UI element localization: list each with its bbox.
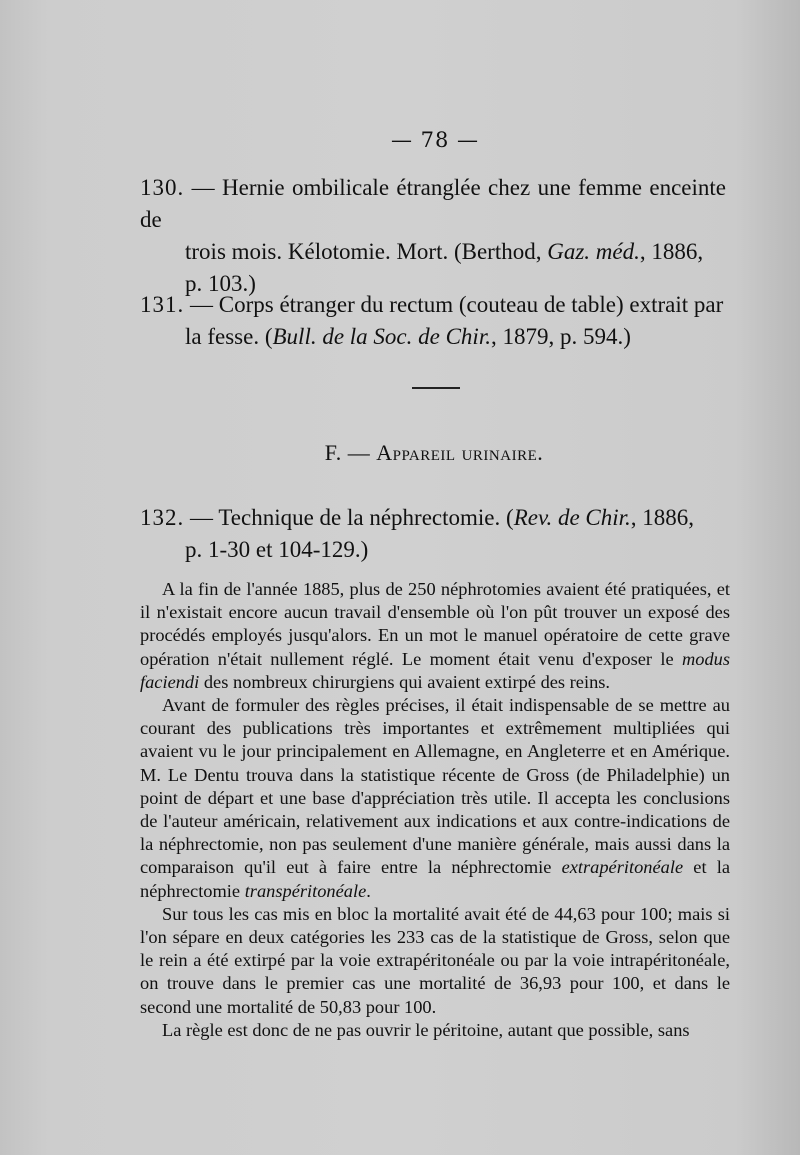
paragraph-3: Sur tous les cas mis en bloc la mortalité avait été de 44,63 pour 100; mais si l'on sépare en deux catégories les 233 cas de la statistique de Gross, selon que le rein a été extirpé par la voie extrapéritonéale ou par la voie intrapéritonéale, on trouve dans le premier cas une mortalité de 36,93 pour 100, et dans le second une mortalité de 50,83 pour 100.	[140, 903, 730, 1017]
entry-text: , 1879, p. 594.)	[490, 324, 631, 349]
paragraph-1	[140, 578, 730, 694]
section-heading	[0, 440, 800, 466]
entry-text: la fesse. (	[185, 324, 273, 349]
page-number: — 78 —	[390, 128, 480, 152]
section-title: Appareil urinaire.	[376, 440, 544, 465]
italic-term: transpéritonéale	[244, 880, 367, 901]
paragraph-2	[140, 694, 730, 903]
paragraph-text: Avant de formuler des règles précises, il était indispensable de se mettre au courant des publications très importantes et extrêmement multipliées qui avaient vu le jour principalement en Allemagne, en Angleterre et en Amérique. M. Le Dentu trouva dans la statistique récente de Gross (de Philadelphie) un point de départ et une base d'appréciation très utile. Il accepta les conclusions de l'auteur américain, relativement aux indications et aux contre-indications de la néphrectomie, non pas seulement d'une manière générale, mais aussi dans la comparaison qu'il eut à faire entre la néphrectomie	[140, 695, 730, 878]
paragraph-text: des nombreux chirurgiens qui avaient extirpé des reins.	[199, 671, 611, 692]
entry-text: , 1886,	[639, 239, 704, 264]
entry-title: — Corps étranger du rectum (couteau de table) extrait par	[184, 292, 724, 317]
section-prefix: F. —	[324, 440, 377, 465]
paragraph-text: .	[366, 880, 371, 901]
bibliography-entry-131	[140, 289, 726, 353]
entry-number: 131.	[140, 292, 185, 317]
bibliography-entry-132	[140, 502, 726, 566]
entry-continuation	[140, 321, 726, 353]
entry-pages: p. 103.)	[185, 271, 256, 296]
section-divider	[412, 387, 460, 389]
body-text	[140, 578, 730, 1042]
entry-title: — Technique de la néphrectomie. (	[184, 505, 514, 530]
bibliography-entry-130	[140, 172, 726, 300]
paragraph-4: La règle est donc de ne pas ouvrir le péritoine, autant que possible, sans	[162, 1019, 690, 1040]
entry-continuation	[140, 236, 726, 268]
entry-number: 130.	[140, 175, 185, 200]
journal-name: Gaz. méd.	[547, 239, 640, 264]
latin-phrase: modus faciendi	[140, 648, 730, 692]
entry-text: trois mois. Kélotomie. Mort. (Berthod,	[185, 239, 548, 264]
entry-text: , 1886,	[630, 505, 695, 530]
entry-number: 132.	[140, 505, 185, 530]
journal-name: Bull. de la Soc. de Chir.	[272, 324, 491, 349]
paragraph-text: A la fin de l'année 1885, plus de 250 néphrotomies avaient été pratiquées, et il n'existait encore aucun travail d'ensemble où l'on pût trouver un exposé des procédés employés jusqu'alors. En un mot le manuel opératoire de cette grave opération n'était nullement réglé. Le moment était venu d'exposer le	[140, 579, 730, 669]
entry-pages: p. 1-30 et 104-129.)	[185, 537, 369, 562]
journal-name: Rev. de Chir.	[513, 505, 631, 530]
paragraph-text: et la néphrectomie	[140, 857, 730, 901]
entry-title: — Hernie ombilicale étranglée chez une femme enceinte de	[140, 175, 726, 232]
italic-term: extrapéritonéale	[561, 857, 684, 878]
